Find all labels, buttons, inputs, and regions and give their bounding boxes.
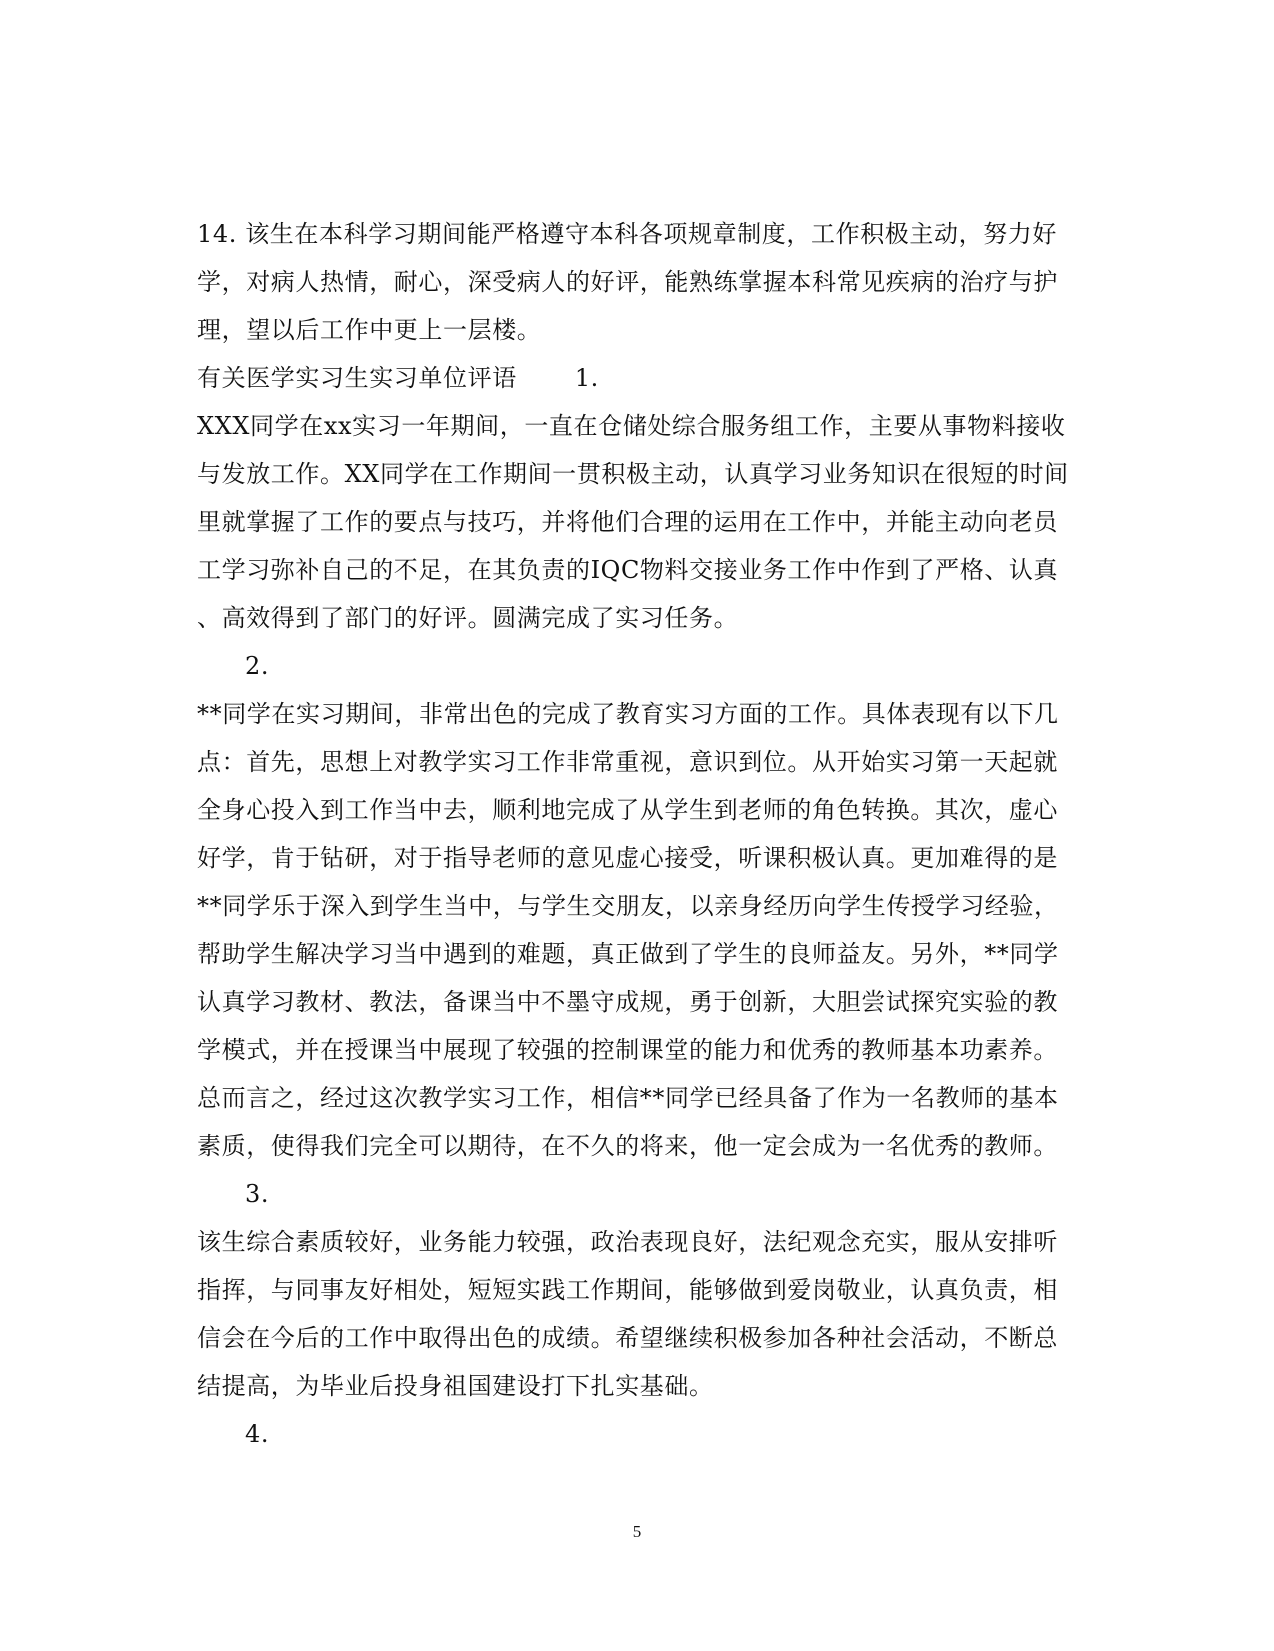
section-2-number: 2. xyxy=(245,652,270,680)
text-line: 指挥，与同事友好相处，短短实践工作期间，能够做到爱岗敬业，认真负责，相 xyxy=(197,1276,1058,1304)
text-line: 全身心投入到工作当中去，顺利地完成了从学生到老师的角色转换。其次，虚心 xyxy=(197,796,1058,824)
page-number: 5 xyxy=(632,1522,642,1541)
section-heading xyxy=(197,354,1077,402)
section-3 xyxy=(197,1218,1077,1410)
text-line: 信会在今后的工作中取得出色的成绩。希望继续积极参加各种社会活动，不断总 xyxy=(197,1324,1058,1352)
text-line: 素质，使得我们完全可以期待，在不久的将来，他一定会成为一名优秀的教师。 xyxy=(197,1132,1058,1160)
section-4-number: 4. xyxy=(245,1420,270,1448)
heading-title: 有关医学实习生实习单位评语 xyxy=(197,364,517,392)
text-line: 学，对病人热情，耐心，深受病人的好评，能熟练掌握本科常见疾病的治疗与护 xyxy=(197,268,1058,296)
text-line: 结提高，为毕业后投身祖国建设打下扎实基础。 xyxy=(197,1372,714,1400)
text-line: 认真学习教材、教法，备课当中不墨守成规，勇于创新，大胆尝试探究实验的教 xyxy=(197,988,1058,1016)
paragraph-14 xyxy=(197,210,1077,354)
heading-number: 1. xyxy=(574,364,599,392)
text-line: 理，望以后工作中更上一层楼。 xyxy=(197,316,542,344)
text-line: 好学，肯于钻研，对于指导老师的意见虚心接受，听课积极认真。更加难得的是 xyxy=(197,844,1058,872)
text-line: 学模式，并在授课当中展现了较强的控制课堂的能力和优秀的教师基本功素养。 xyxy=(197,1036,1058,1064)
text-line: XXX同学在xx实习一年期间，一直在仓储处综合服务组工作，主要从事物料接收 xyxy=(197,412,1066,440)
text-line: 里就掌握了工作的要点与技巧，并将他们合理的运用在工作中，并能主动向老员 xyxy=(197,508,1058,536)
text-line: 、高效得到了部门的好评。圆满完成了实习任务。 xyxy=(197,604,739,632)
text-line: 总而言之，经过这次教学实习工作，相信**同学已经具备了作为一名教师的基本 xyxy=(197,1084,1059,1112)
text-line: 该生综合素质较好，业务能力较强，政治表现良好，法纪观念充实，服从安排听 xyxy=(197,1228,1058,1256)
section-2 xyxy=(197,690,1077,1170)
text-line: 帮助学生解决学习当中遇到的难题，真正做到了学生的良师益友。另外，**同学 xyxy=(197,940,1059,968)
text-line: 与发放工作。XX同学在工作期间一贯积极主动，认真学习业务知识在很短的时间 xyxy=(197,460,1069,488)
text-line: **同学在实习期间，非常出色的完成了教育实习方面的工作。具体表现有以下几 xyxy=(197,700,1059,728)
document-body xyxy=(197,210,1077,1458)
text-line: 点：首先，思想上对教学实习工作非常重视，意识到位。从开始实习第一天起就 xyxy=(197,748,1058,776)
text-line: 14. 该生在本科学习期间能严格遵守本科各项规章制度，工作积极主动，努力好 xyxy=(197,220,1057,248)
section-3-number: 3. xyxy=(245,1180,270,1208)
section-1 xyxy=(197,402,1077,642)
text-line: 工学习弥补自己的不足，在其负责的IQC物料交接业务工作中作到了严格、认真 xyxy=(197,556,1059,584)
text-line: **同学乐于深入到学生当中，与学生交朋友，以亲身经历向学生传授学习经验， xyxy=(197,892,1059,920)
